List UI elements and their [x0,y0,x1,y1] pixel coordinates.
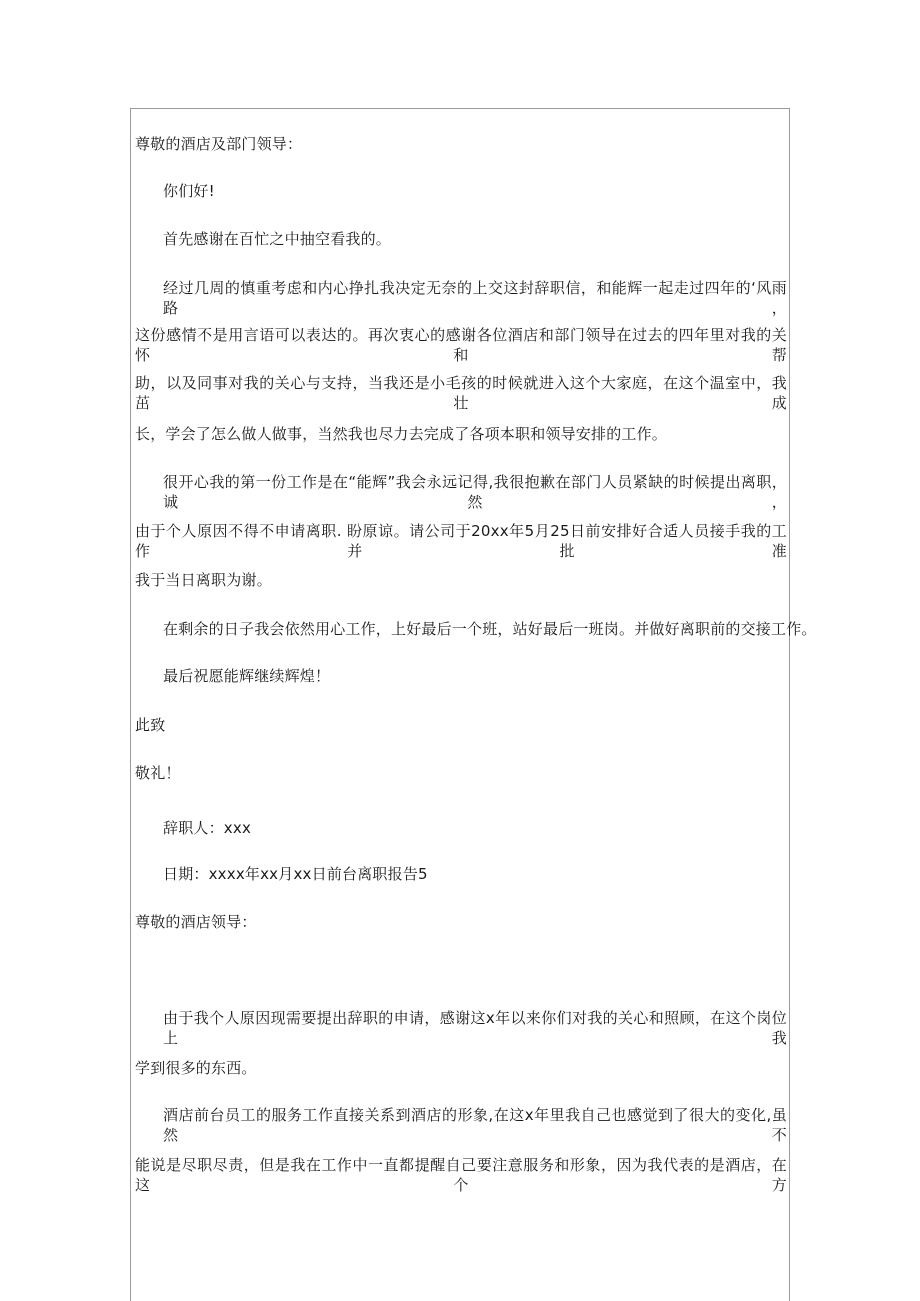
letter2-paragraph-1-line-1: 由于我个人原因现需要提出辞职的申请，感谢这x年以来你们对我的关心和照顾，在这个岗位上我 [163,1009,787,1047]
thanks-line: 首先感谢在百忙之中抽空看我的。 [163,230,392,248]
closing-1: 此致 [135,716,166,734]
paragraph-4: 最后祝愿能辉继续辉煌！ [163,667,331,685]
paragraph-1-line-3: 助，以及同事对我的关心与支持，当我还是小毛孩的时候就进入这个大家庭，在这个温室中，我茁壮成 [135,374,787,412]
paragraph-2-line-3: 我于当日离职为谢。 [135,571,272,589]
paragraph-1-line-4: 长，学会了怎么做人做事，当然我也尽力去完成了各项本职和领导安排的工作。 [135,425,668,443]
paragraph-2-line-2: 由于个人原因不得不申请离职. 盼原谅。请公司于20xx年5月25日前安排好合适人员接手我的工作并批准 [135,522,787,560]
closing-2: 敬礼！ [135,764,181,782]
paragraph-1-line-1: 经过几周的慎重考虑和内心挣扎我决定无奈的上交这封辞职信，和能辉一起走过四年的‘风雨路， [163,279,787,317]
letter2-paragraph-1-line-2: 学到很多的东西。 [135,1059,257,1077]
signature: 辞职人：xxx [163,819,252,837]
letter2-paragraph-2-line-1: 酒店前台员工的服务工作直接关系到酒店的形象,在这x年里我自己也感觉到了很大的变化,虽然不 [163,1106,787,1144]
salutation-1: 尊敬的酒店及部门领导： [135,135,303,153]
letter2-paragraph-2-line-2: 能说是尽职尽责，但是我在工作中一直都提醒自己要注意服务和形象，因为我代表的是酒店，在这个方 [135,1156,787,1194]
greeting: 你们好! [163,182,215,200]
paragraph-3: 在剩余的日子我会依然用心工作，上好最后一个班，站好最后一班岗。并做好离职前的交接工作。 [163,620,817,638]
date-line: 日期：xxxx年xx月xx日前台离职报告5 [163,865,428,883]
paragraph-1-line-2: 这份感情不是用言语可以表达的。再次衷心的感谢各位酒店和部门领导在过去的四年里对我的关怀和帮 [135,326,787,364]
paragraph-2-line-1: 很开心我的第一份工作是在“能辉”我会永远记得,我很抱歉在部门人员紧缺的时候提出离职，诚然， [163,473,787,511]
salutation-2: 尊敬的酒店领导： [135,913,257,931]
